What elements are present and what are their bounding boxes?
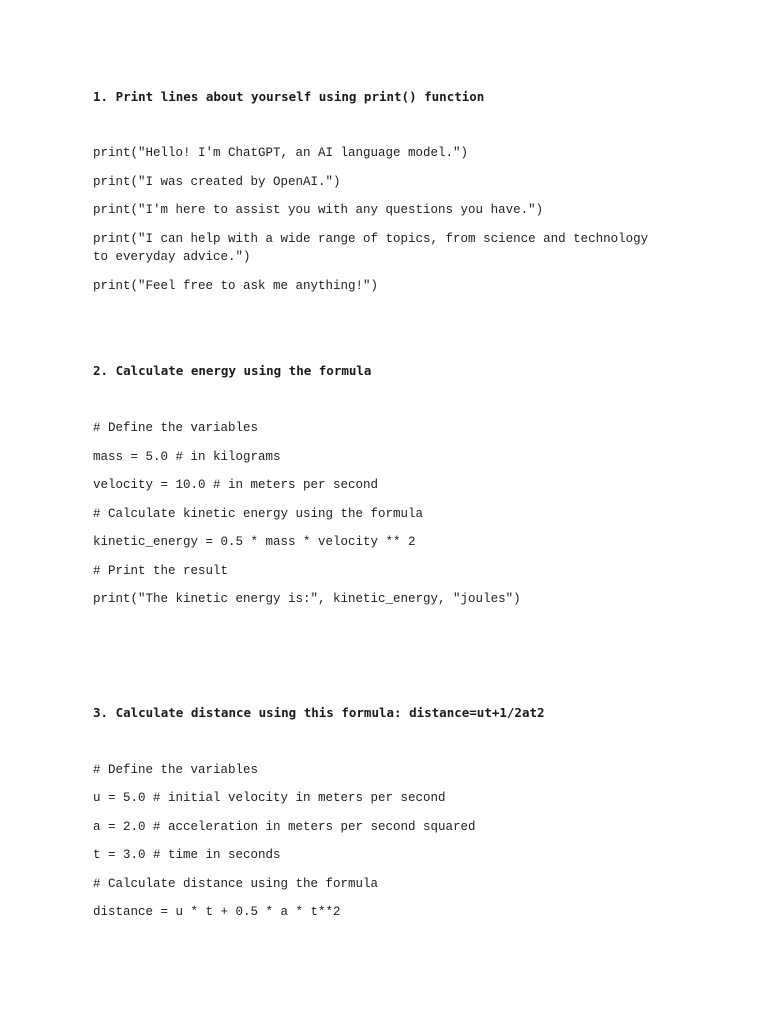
code-line: print("Hello! I'm ChatGPT, an AI language model.") <box>93 146 469 160</box>
section-1-heading: 1. Print lines about yourself using print() function <box>93 89 485 104</box>
code-line: kinetic_energy = 0.5 * mass * velocity ** 2 <box>93 535 416 549</box>
code-line: print("I can help with a wide range of topics, from science and technology to everyday advice.") <box>93 232 649 264</box>
code-line: distance = u * t + 0.5 * a * t**2 <box>93 905 341 919</box>
code-line: print("I was created by OpenAI.") <box>93 175 341 189</box>
code-line: # Define the variables <box>93 763 259 777</box>
section-2-heading: 2. Calculate energy using the formula <box>93 363 372 378</box>
code-line: print("I'm here to assist you with any questions you have.") <box>93 203 544 217</box>
code-line: t = 3.0 # time in seconds <box>93 848 281 862</box>
code-line: a = 2.0 # acceleration in meters per second squared <box>93 820 476 834</box>
code-line: # Define the variables <box>93 421 259 435</box>
code-line: # Calculate distance using the formula <box>93 877 379 891</box>
code-line: print("Feel free to ask me anything!") <box>93 279 379 293</box>
code-line: mass = 5.0 # in kilograms <box>93 450 281 464</box>
code-line: print("The kinetic energy is:", kinetic_energy, "joules") <box>93 592 521 606</box>
code-line: velocity = 10.0 # in meters per second <box>93 478 379 492</box>
code-line: # Print the result <box>93 564 229 578</box>
code-line: # Calculate kinetic energy using the formula <box>93 507 424 521</box>
section-3-heading: 3. Calculate distance using this formula: distance=ut+1/2at2 <box>93 705 545 720</box>
code-line: u = 5.0 # initial velocity in meters per second <box>93 791 446 805</box>
